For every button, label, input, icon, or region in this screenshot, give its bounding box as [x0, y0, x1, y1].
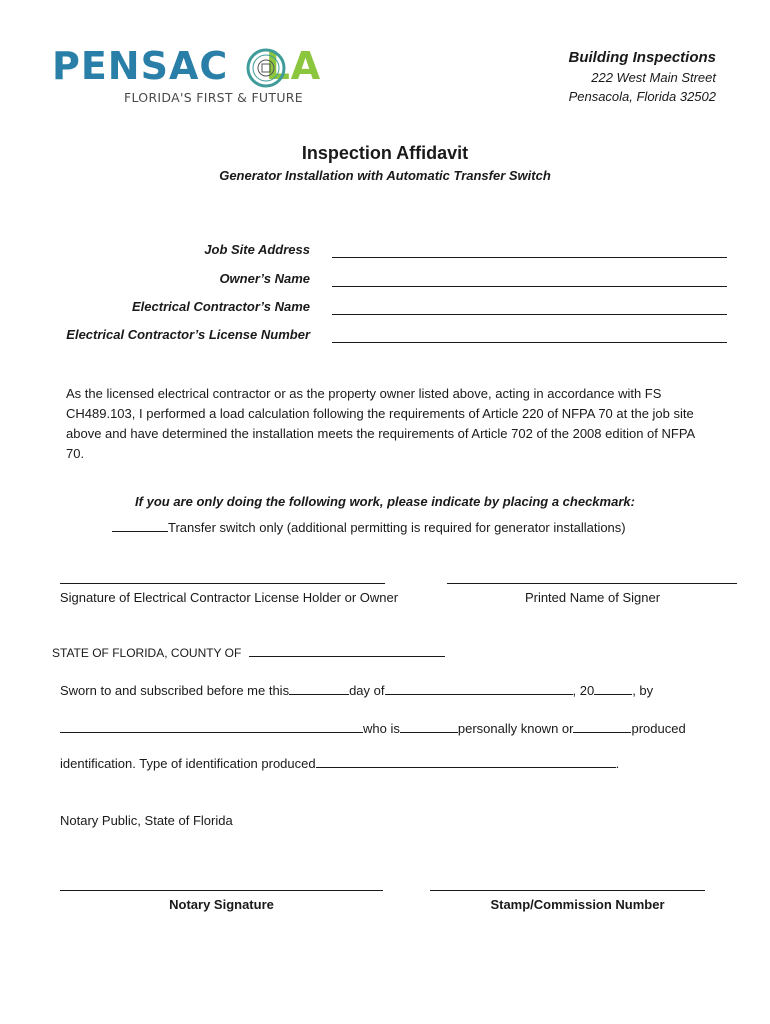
county-field[interactable]	[249, 644, 445, 657]
by-label: , by	[632, 683, 654, 698]
owner-name-field[interactable]	[332, 286, 727, 287]
license-number-field[interactable]	[332, 342, 727, 343]
notary-signature-line[interactable]	[60, 890, 383, 891]
transfer-switch-option	[112, 519, 626, 535]
day-field[interactable]	[289, 682, 349, 695]
job-site-address-field[interactable]	[332, 257, 727, 258]
stamp-line[interactable]	[430, 890, 705, 891]
affidavit-statement: As the licensed electrical contractor or as the property owner listed above, acting in accordance with FS CH489.103, I performed a load calculation following the requirements of Article 220 of NFPA 70 at the job site above and have determined the installation meets the requirements of Article 702 of the 2008 edition of NFPA 70.	[66, 386, 695, 461]
city-seal-icon	[244, 48, 288, 92]
contractor-name-field[interactable]	[332, 314, 727, 315]
license-number-label: Electrical Contractor’s License Number	[66, 327, 310, 342]
identification-type-field[interactable]	[316, 755, 616, 768]
identification-period: .	[615, 756, 620, 771]
city-logo	[52, 44, 322, 108]
state-county-label: STATE OF FLORIDA, COUNTY OF	[52, 646, 242, 660]
state-county-line	[52, 644, 445, 660]
produced-field[interactable]	[573, 720, 631, 733]
signer-signature-label: Signature of Electrical Contractor License Holder or Owner	[59, 590, 399, 605]
personally-known-field[interactable]	[400, 720, 458, 733]
day-of-label: day of	[349, 683, 385, 698]
signer-signature-line[interactable]	[60, 583, 385, 584]
printed-name-line[interactable]	[447, 583, 737, 584]
personally-known-label: personally known or	[457, 721, 574, 736]
subscriber-name-field[interactable]	[60, 720, 363, 733]
form-title: Inspection Affidavit	[301, 143, 469, 163]
sworn-label: Sworn to and subscribed before me this	[60, 683, 290, 698]
logo-word-left: PENSAC	[52, 44, 229, 88]
notary-public-label: Notary Public, State of Florida	[60, 813, 233, 828]
identification-label: identification. Type of identification produced	[60, 756, 316, 771]
produced-label: produced	[631, 721, 686, 736]
identification-line	[60, 755, 619, 771]
year-field[interactable]	[594, 682, 632, 695]
identity-line	[60, 720, 686, 736]
transfer-switch-label: Transfer switch only (additional permitting is required for generator installations)	[168, 520, 626, 535]
owner-name-label: Owner’s Name	[219, 271, 310, 286]
department-address	[568, 48, 716, 106]
street-address: 222 West Main Street	[591, 70, 716, 85]
job-site-address-label: Job Site Address	[204, 242, 310, 257]
logo-word-right: LA	[265, 44, 322, 88]
stamp-label: Stamp/Commission Number	[490, 897, 665, 912]
logo-tagline: FLORIDA'S FIRST & FUTURE	[124, 90, 303, 105]
department-name: Building Inspections	[568, 49, 716, 66]
sworn-line	[60, 682, 653, 698]
checkmark-instruction: If you are only doing the following work, please indicate by placing a checkmark:	[135, 494, 635, 509]
city-state-zip: Pensacola, Florida 32502	[568, 89, 716, 104]
transfer-switch-checkbox[interactable]	[112, 519, 168, 532]
year-prefix-label: , 20	[572, 683, 595, 698]
form-subtitle: Generator Installation with Automatic Transfer Switch	[219, 168, 551, 183]
contractor-name-label: Electrical Contractor’s Name	[132, 299, 310, 314]
who-is-label: who is	[363, 721, 400, 736]
notary-signature-label: Notary Signature	[169, 897, 274, 912]
month-field[interactable]	[385, 682, 573, 695]
printed-name-label: Printed Name of Signer	[524, 590, 661, 605]
